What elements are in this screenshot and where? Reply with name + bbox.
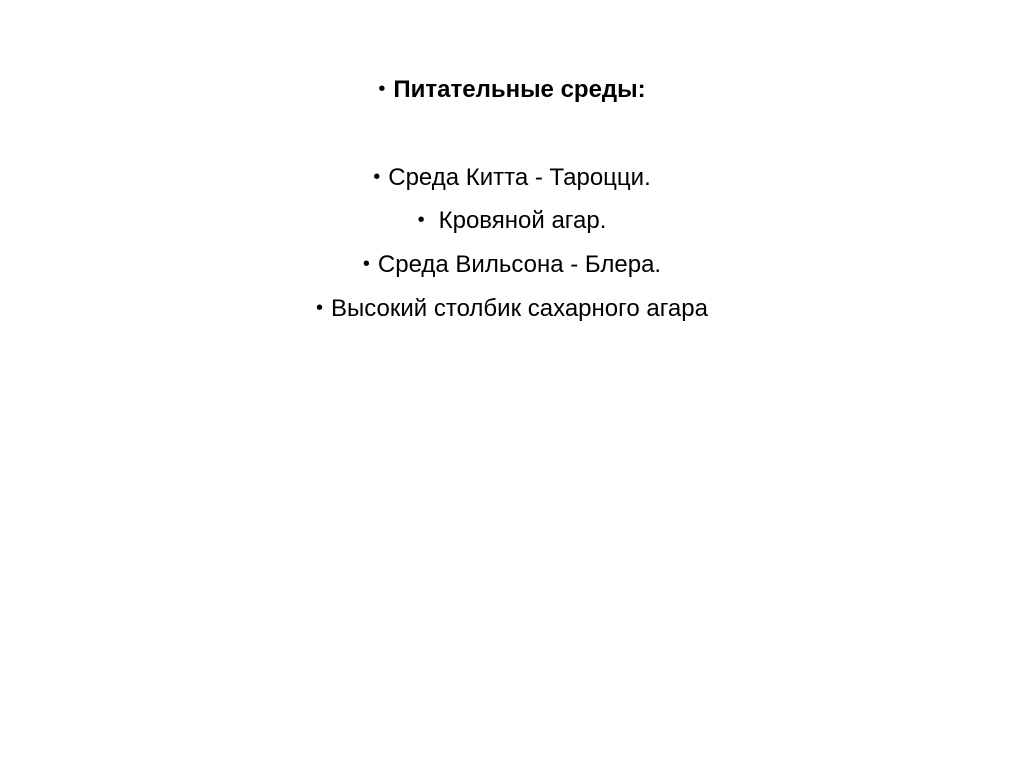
- slide-heading: [0, 74, 1024, 105]
- list-item-text: Высокий столбик сахарного агара: [331, 295, 708, 322]
- bullet-icon: •: [417, 209, 425, 231]
- bullet-icon: •: [373, 166, 381, 188]
- list-item: [0, 293, 1024, 324]
- list-item-text: Среда Китта - Тароцци.: [388, 164, 651, 191]
- bullet-icon: •: [362, 253, 370, 275]
- list-item-text: Среда Вильсона - Блера.: [377, 251, 662, 278]
- list-item: [0, 249, 1024, 280]
- list-item-text: Кровяной агар.: [438, 207, 607, 234]
- heading-text: Питательные среды:: [393, 76, 646, 103]
- list-item: [0, 162, 1024, 193]
- bullet-icon: •: [378, 78, 386, 100]
- bullet-icon: •: [316, 297, 324, 319]
- list-item: [0, 205, 1024, 236]
